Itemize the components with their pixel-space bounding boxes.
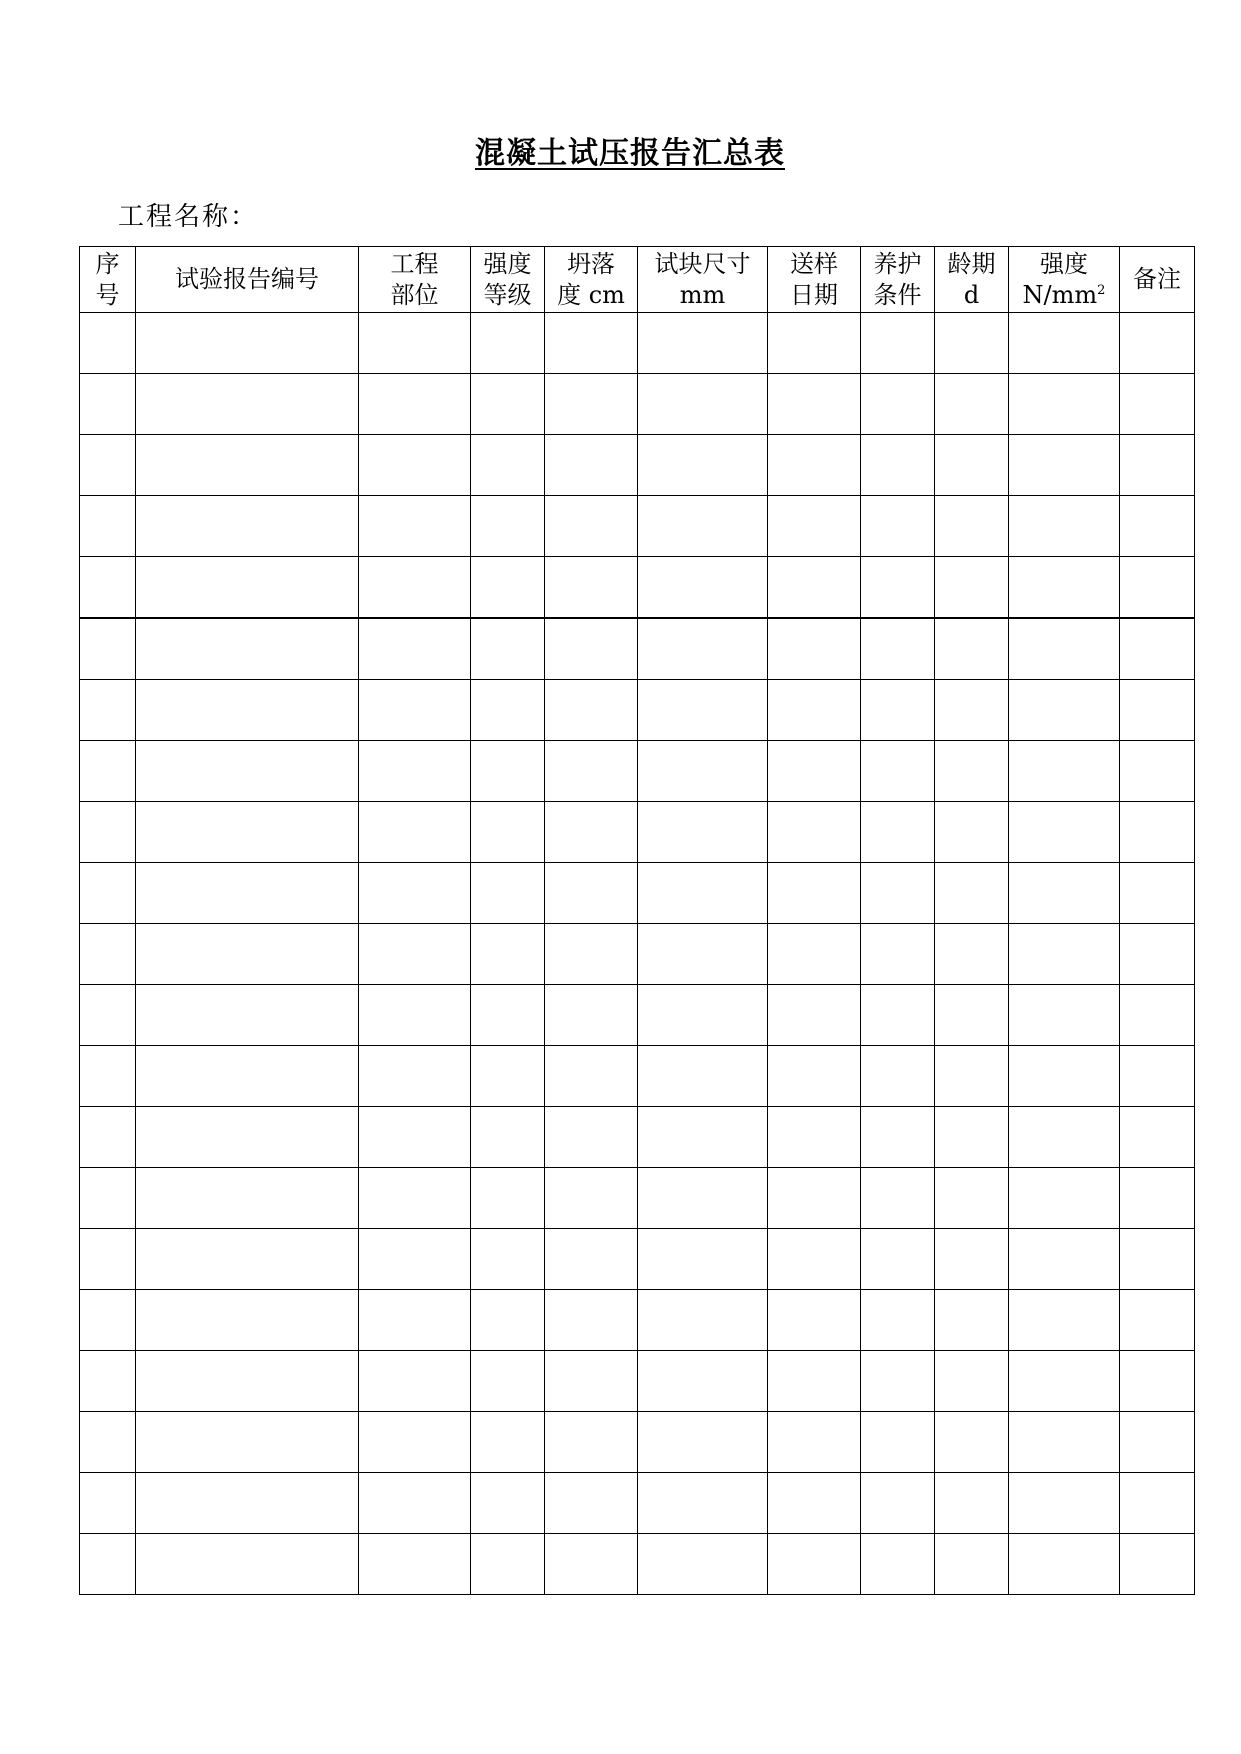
table-cell[interactable]	[1009, 374, 1120, 435]
table-cell[interactable]	[1009, 496, 1120, 557]
header-specimen-size: 试块尺寸 mm	[638, 247, 768, 313]
table-cell[interactable]	[471, 1107, 545, 1168]
table-cell[interactable]	[638, 1473, 768, 1534]
table-cell[interactable]	[80, 1534, 136, 1595]
table-cell[interactable]	[861, 985, 935, 1046]
table-cell[interactable]	[638, 1046, 768, 1107]
table-cell[interactable]	[1009, 802, 1120, 863]
table-cell[interactable]	[545, 374, 638, 435]
table-cell[interactable]	[768, 313, 861, 374]
header-seq: 序 号	[80, 247, 136, 313]
table-cell[interactable]	[1009, 985, 1120, 1046]
table-cell[interactable]	[359, 435, 471, 496]
table-cell[interactable]	[359, 313, 471, 374]
table-cell[interactable]	[136, 1412, 359, 1473]
table-cell[interactable]	[136, 1107, 359, 1168]
table-cell[interactable]	[545, 1290, 638, 1351]
table-cell[interactable]	[471, 741, 545, 802]
table-cell[interactable]	[136, 1229, 359, 1290]
table-cell[interactable]	[471, 557, 545, 619]
table-cell[interactable]	[359, 1534, 471, 1595]
header-sample-date: 送样 日期	[768, 247, 861, 313]
table-cell[interactable]	[1120, 374, 1195, 435]
table-cell[interactable]	[1009, 618, 1120, 680]
table-row	[80, 1046, 1195, 1107]
table-cell[interactable]	[1120, 1534, 1195, 1595]
table-cell[interactable]	[638, 802, 768, 863]
table-cell[interactable]	[359, 1290, 471, 1351]
table-cell[interactable]	[1009, 1473, 1120, 1534]
table-cell[interactable]	[471, 680, 545, 741]
table-row	[80, 1534, 1195, 1595]
table-cell[interactable]	[80, 435, 136, 496]
table-cell[interactable]	[80, 557, 136, 619]
table-cell[interactable]	[638, 924, 768, 985]
table-cell[interactable]	[545, 985, 638, 1046]
table-cell[interactable]	[1009, 741, 1120, 802]
table-cell[interactable]	[1009, 1351, 1120, 1412]
table-cell[interactable]	[1009, 1290, 1120, 1351]
table-cell[interactable]	[935, 618, 1009, 680]
table-row	[80, 1351, 1195, 1412]
table-cell[interactable]	[768, 374, 861, 435]
table-cell[interactable]	[136, 680, 359, 741]
table-cell[interactable]	[359, 863, 471, 924]
table-cell[interactable]	[768, 1107, 861, 1168]
table-cell[interactable]	[136, 863, 359, 924]
table-cell[interactable]	[935, 1046, 1009, 1107]
table-cell[interactable]	[471, 985, 545, 1046]
table-cell[interactable]	[1120, 496, 1195, 557]
table-cell[interactable]	[1009, 1107, 1120, 1168]
table-cell[interactable]	[136, 435, 359, 496]
table-cell[interactable]	[471, 1473, 545, 1534]
table-cell[interactable]	[471, 374, 545, 435]
table-cell[interactable]	[80, 863, 136, 924]
table-row	[80, 557, 1195, 619]
table-cell[interactable]	[768, 1229, 861, 1290]
table-cell[interactable]	[471, 1168, 545, 1229]
table-cell[interactable]	[359, 680, 471, 741]
table-cell[interactable]	[1009, 1168, 1120, 1229]
project-name-label: 工程名称：	[118, 202, 259, 232]
table-cell[interactable]	[935, 435, 1009, 496]
table-cell[interactable]	[545, 680, 638, 741]
table-row	[80, 313, 1195, 374]
table-cell[interactable]	[80, 741, 136, 802]
table-cell[interactable]	[861, 1534, 935, 1595]
table-cell[interactable]	[1120, 1351, 1195, 1412]
table-cell[interactable]	[638, 1290, 768, 1351]
table-cell[interactable]	[545, 435, 638, 496]
table-cell[interactable]	[1120, 924, 1195, 985]
table-cell[interactable]	[136, 802, 359, 863]
table-cell[interactable]	[935, 985, 1009, 1046]
table-cell[interactable]	[861, 435, 935, 496]
table-cell[interactable]	[935, 1290, 1009, 1351]
table-cell[interactable]	[638, 1107, 768, 1168]
table-cell[interactable]	[359, 1351, 471, 1412]
table-cell[interactable]	[136, 985, 359, 1046]
table-cell[interactable]	[545, 1473, 638, 1534]
table-cell[interactable]	[638, 557, 768, 619]
table-cell[interactable]	[80, 1290, 136, 1351]
table-cell[interactable]	[638, 1534, 768, 1595]
table-cell[interactable]	[1120, 313, 1195, 374]
table-cell[interactable]	[638, 313, 768, 374]
table-row	[80, 863, 1195, 924]
table-cell[interactable]	[1120, 1290, 1195, 1351]
table-cell[interactable]	[471, 313, 545, 374]
table-cell[interactable]	[935, 802, 1009, 863]
table-cell[interactable]	[359, 802, 471, 863]
table-cell[interactable]	[1120, 741, 1195, 802]
table-cell[interactable]	[861, 1473, 935, 1534]
table-cell[interactable]	[136, 1473, 359, 1534]
table-cell[interactable]	[359, 618, 471, 680]
table-cell[interactable]	[545, 1168, 638, 1229]
table-cell[interactable]	[471, 1412, 545, 1473]
table-cell[interactable]	[638, 1168, 768, 1229]
table-cell[interactable]	[768, 1534, 861, 1595]
table-cell[interactable]	[471, 924, 545, 985]
header-curing-condition: 养护 条件	[861, 247, 935, 313]
table-cell[interactable]	[471, 1351, 545, 1412]
table-cell[interactable]	[768, 496, 861, 557]
table-cell[interactable]	[545, 1534, 638, 1595]
table-cell[interactable]	[545, 741, 638, 802]
table-cell[interactable]	[1120, 1046, 1195, 1107]
table-cell[interactable]	[861, 1107, 935, 1168]
table-cell[interactable]	[638, 374, 768, 435]
table-cell[interactable]	[359, 557, 471, 619]
table-cell[interactable]	[80, 313, 136, 374]
table-cell[interactable]	[136, 557, 359, 619]
header-age: 龄期 d	[935, 247, 1009, 313]
table-cell[interactable]	[545, 313, 638, 374]
table-cell[interactable]	[638, 435, 768, 496]
table-cell[interactable]	[768, 1473, 861, 1534]
table-cell[interactable]	[768, 985, 861, 1046]
table-cell[interactable]	[935, 680, 1009, 741]
document-title-text: 混凝土试压报告汇总表	[475, 136, 785, 171]
table-cell[interactable]	[638, 741, 768, 802]
table-cell[interactable]	[638, 985, 768, 1046]
table-cell[interactable]	[1120, 802, 1195, 863]
table-cell[interactable]	[1009, 435, 1120, 496]
table-cell[interactable]	[861, 1412, 935, 1473]
table-row	[80, 802, 1195, 863]
table-cell[interactable]	[80, 1168, 136, 1229]
table-cell[interactable]	[935, 374, 1009, 435]
table-cell[interactable]	[768, 1046, 861, 1107]
table-row	[80, 741, 1195, 802]
table-cell[interactable]	[861, 1046, 935, 1107]
table-cell[interactable]	[935, 1351, 1009, 1412]
table-cell[interactable]	[935, 1168, 1009, 1229]
table-cell[interactable]	[471, 863, 545, 924]
table-cell[interactable]	[471, 496, 545, 557]
table-cell[interactable]	[1009, 1229, 1120, 1290]
table-cell[interactable]	[1120, 1229, 1195, 1290]
table-row	[80, 1229, 1195, 1290]
table-row	[80, 985, 1195, 1046]
table-cell[interactable]	[768, 802, 861, 863]
table-cell[interactable]	[80, 618, 136, 680]
table-cell[interactable]	[471, 1046, 545, 1107]
table-row	[80, 1290, 1195, 1351]
table-cell[interactable]	[471, 1290, 545, 1351]
table-cell[interactable]	[768, 1351, 861, 1412]
table-cell[interactable]	[638, 863, 768, 924]
table-cell[interactable]	[80, 1351, 136, 1412]
table-cell[interactable]	[861, 863, 935, 924]
table-cell[interactable]	[1120, 1107, 1195, 1168]
table-cell[interactable]	[359, 1046, 471, 1107]
table-cell[interactable]	[545, 1229, 638, 1290]
table-cell[interactable]	[471, 1229, 545, 1290]
table-cell[interactable]	[861, 1290, 935, 1351]
table-cell[interactable]	[545, 1412, 638, 1473]
table-cell[interactable]	[1120, 863, 1195, 924]
table-cell[interactable]	[136, 1351, 359, 1412]
table-cell[interactable]	[545, 1046, 638, 1107]
table-cell[interactable]	[136, 1046, 359, 1107]
table-row	[80, 435, 1195, 496]
table-cell[interactable]	[935, 741, 1009, 802]
table-cell[interactable]	[935, 1473, 1009, 1534]
table-cell[interactable]	[638, 618, 768, 680]
table-cell[interactable]	[1009, 680, 1120, 741]
header-report-number: 试验报告编号	[136, 247, 359, 313]
table-cell[interactable]	[768, 1290, 861, 1351]
table-cell[interactable]	[1009, 924, 1120, 985]
table-cell[interactable]	[768, 863, 861, 924]
table-cell[interactable]	[80, 496, 136, 557]
table-cell[interactable]	[471, 618, 545, 680]
table-row	[80, 496, 1195, 557]
table-cell[interactable]	[1120, 1412, 1195, 1473]
header-remarks: 备注	[1120, 247, 1195, 313]
table-cell[interactable]	[638, 1351, 768, 1412]
table-cell[interactable]	[768, 618, 861, 680]
table-cell[interactable]	[1120, 985, 1195, 1046]
table-cell[interactable]	[359, 985, 471, 1046]
table-cell[interactable]	[471, 1534, 545, 1595]
table-cell[interactable]	[136, 1168, 359, 1229]
table-header-row	[80, 247, 1195, 313]
table-row	[80, 618, 1195, 680]
table-cell[interactable]	[935, 557, 1009, 619]
table-cell[interactable]	[80, 924, 136, 985]
table-cell[interactable]	[1009, 1412, 1120, 1473]
table-cell[interactable]	[545, 496, 638, 557]
table-cell[interactable]	[136, 374, 359, 435]
table-cell[interactable]	[359, 374, 471, 435]
table-cell[interactable]	[638, 1229, 768, 1290]
table-cell[interactable]	[861, 618, 935, 680]
table-cell[interactable]	[1009, 1046, 1120, 1107]
table-cell[interactable]	[359, 496, 471, 557]
table-cell[interactable]	[638, 1412, 768, 1473]
table-cell[interactable]	[861, 374, 935, 435]
table-cell[interactable]	[1120, 618, 1195, 680]
table-cell[interactable]	[80, 1046, 136, 1107]
table-cell[interactable]	[545, 1107, 638, 1168]
table-cell[interactable]	[1009, 313, 1120, 374]
table-cell[interactable]	[935, 496, 1009, 557]
table-cell[interactable]	[1009, 863, 1120, 924]
table-cell[interactable]	[638, 496, 768, 557]
table-cell[interactable]	[80, 985, 136, 1046]
table-row	[80, 1107, 1195, 1168]
header-slump: 坍落 度 cm	[545, 247, 638, 313]
table-cell[interactable]	[359, 1107, 471, 1168]
table-cell[interactable]	[545, 863, 638, 924]
table-cell[interactable]	[359, 1229, 471, 1290]
header-project-part: 工程 部位	[359, 247, 471, 313]
table-cell[interactable]	[1120, 1473, 1195, 1534]
table-cell[interactable]	[1120, 435, 1195, 496]
table-cell[interactable]	[136, 618, 359, 680]
document-title	[0, 128, 1241, 172]
table-cell[interactable]	[1120, 680, 1195, 741]
table-cell[interactable]	[861, 557, 935, 619]
header-strength-grade: 强度 等级	[471, 247, 545, 313]
table-cell[interactable]	[80, 802, 136, 863]
table-cell[interactable]	[359, 741, 471, 802]
table-cell[interactable]	[545, 924, 638, 985]
table-cell[interactable]	[545, 618, 638, 680]
table-cell[interactable]	[471, 802, 545, 863]
report-summary-table	[79, 246, 1195, 1595]
table-cell[interactable]	[1009, 557, 1120, 619]
table-cell[interactable]	[768, 1168, 861, 1229]
table-cell[interactable]	[545, 802, 638, 863]
table-cell[interactable]	[80, 680, 136, 741]
table-row	[80, 374, 1195, 435]
table-cell[interactable]	[80, 1412, 136, 1473]
table-row	[80, 924, 1195, 985]
table-cell[interactable]	[861, 741, 935, 802]
table-cell[interactable]	[545, 557, 638, 619]
table-cell[interactable]	[1120, 557, 1195, 619]
table-cell[interactable]	[136, 924, 359, 985]
table-cell[interactable]	[768, 557, 861, 619]
table-row	[80, 1168, 1195, 1229]
table-cell[interactable]	[935, 1412, 1009, 1473]
header-strength-value: 强度 $N/mm^2$	[1009, 247, 1120, 313]
table-cell[interactable]	[80, 1473, 136, 1534]
table-cell[interactable]	[935, 863, 1009, 924]
table-cell[interactable]	[359, 1168, 471, 1229]
table-cell[interactable]	[136, 1290, 359, 1351]
table-cell[interactable]	[935, 1534, 1009, 1595]
table-cell[interactable]	[861, 680, 935, 741]
table-cell[interactable]	[80, 1229, 136, 1290]
table-row	[80, 1412, 1195, 1473]
table-cell[interactable]	[638, 680, 768, 741]
table-cell[interactable]	[136, 1534, 359, 1595]
table-cell[interactable]	[359, 1473, 471, 1534]
table-cell[interactable]	[861, 1168, 935, 1229]
table-cell[interactable]	[768, 1412, 861, 1473]
table-cell[interactable]	[768, 435, 861, 496]
table-cell[interactable]	[80, 374, 136, 435]
table-cell[interactable]	[768, 741, 861, 802]
table-cell[interactable]	[80, 1107, 136, 1168]
table-cell[interactable]	[935, 1229, 1009, 1290]
table-cell[interactable]	[935, 313, 1009, 374]
table-row	[80, 680, 1195, 741]
table-body	[80, 313, 1195, 1595]
table-cell[interactable]	[471, 435, 545, 496]
table-cell[interactable]	[768, 924, 861, 985]
table-cell[interactable]	[136, 496, 359, 557]
table-cell[interactable]	[768, 680, 861, 741]
table-cell[interactable]	[136, 313, 359, 374]
table-cell[interactable]	[861, 1229, 935, 1290]
table-cell[interactable]	[861, 1351, 935, 1412]
table-cell[interactable]	[545, 1351, 638, 1412]
table-cell[interactable]	[935, 1107, 1009, 1168]
table-cell[interactable]	[359, 1412, 471, 1473]
table-cell[interactable]	[1009, 1534, 1120, 1595]
table-cell[interactable]	[136, 741, 359, 802]
table-cell[interactable]	[861, 496, 935, 557]
table-cell[interactable]	[861, 924, 935, 985]
table-row	[80, 1473, 1195, 1534]
table-cell[interactable]	[1120, 1168, 1195, 1229]
table-cell[interactable]	[861, 802, 935, 863]
table-cell[interactable]	[935, 924, 1009, 985]
table-cell[interactable]	[359, 924, 471, 985]
table-cell[interactable]	[861, 313, 935, 374]
